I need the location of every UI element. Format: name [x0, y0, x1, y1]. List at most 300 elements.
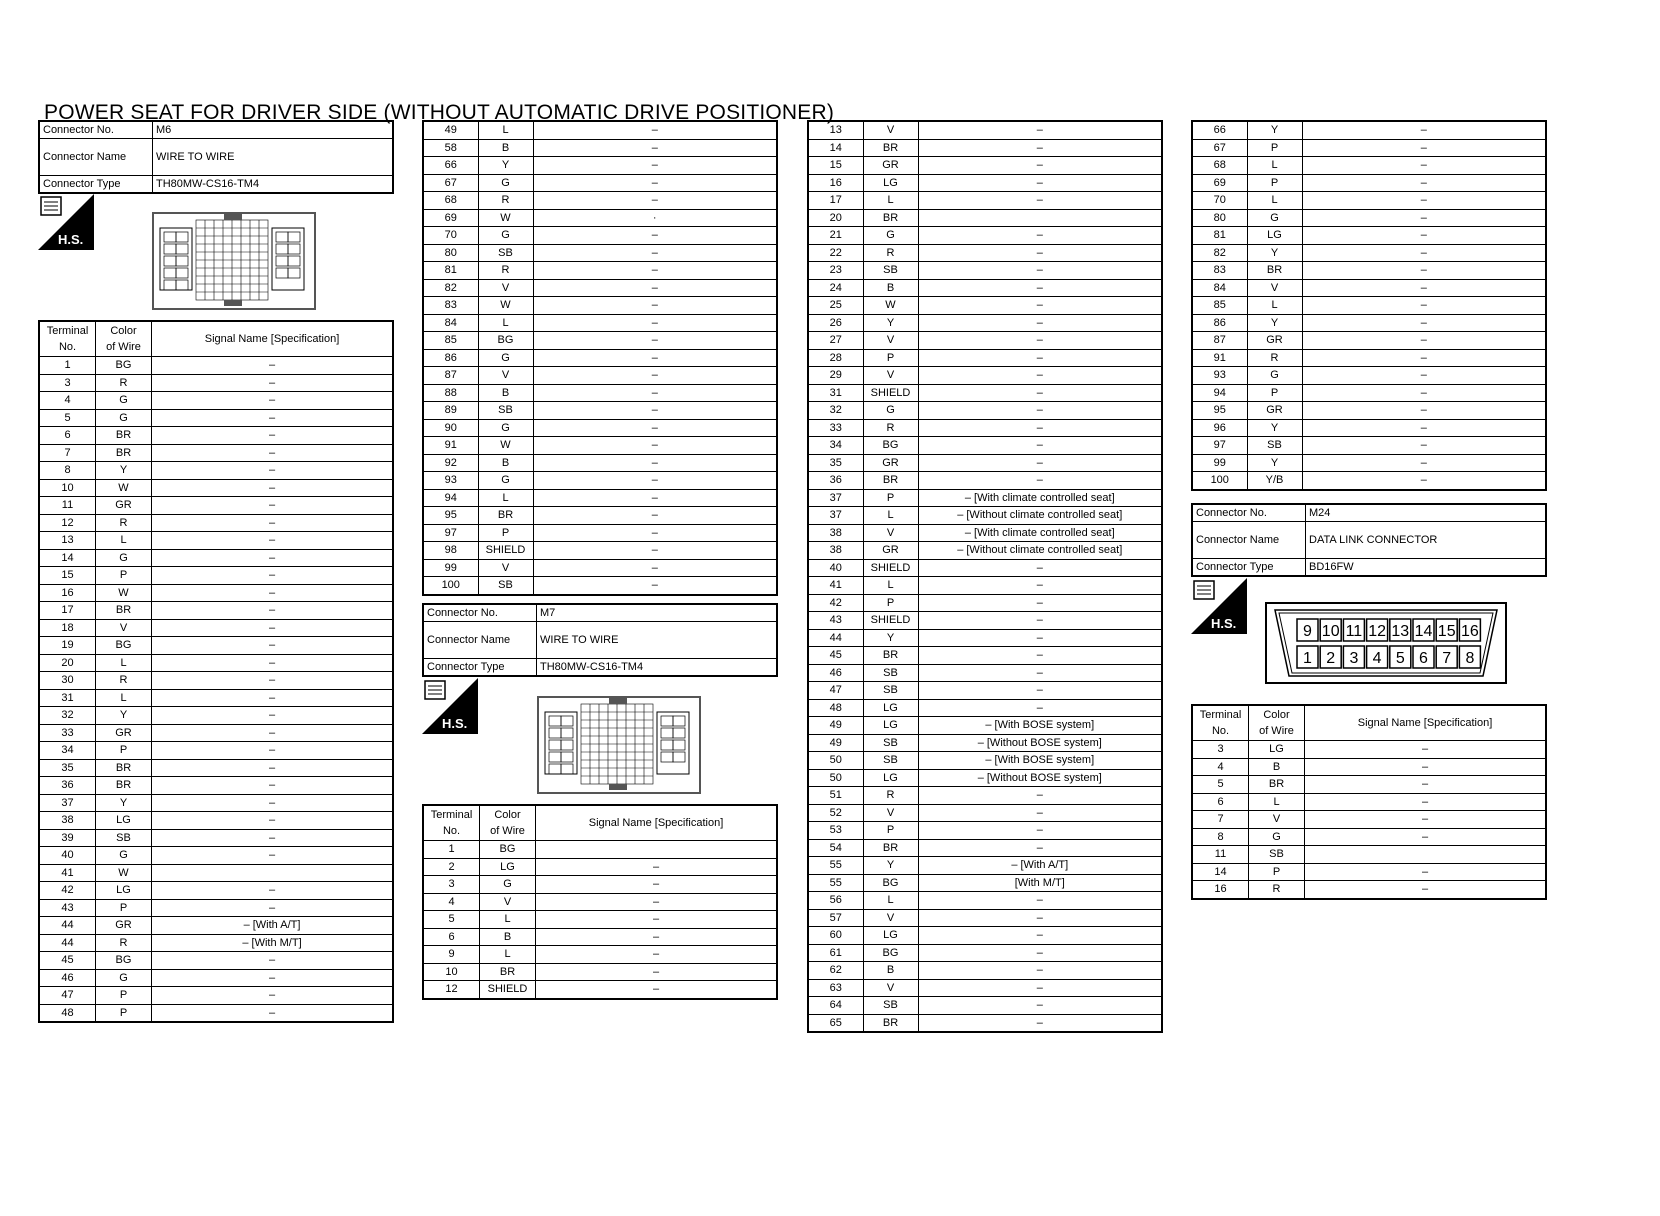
terminal-no-cell: 9 [423, 946, 480, 964]
color-header: Color of Wire [96, 321, 152, 357]
m24-connector-name: DATA LINK CONNECTOR [1306, 522, 1547, 559]
wire-color-cell: LG [863, 699, 918, 717]
terminal-no-cell: 12 [423, 981, 480, 999]
terminal-no-cell: 1 [39, 357, 96, 375]
signal-name-cell: – [Without BOSE system] [918, 734, 1162, 752]
table-row [423, 174, 777, 192]
table-row [808, 209, 1162, 227]
table-row [39, 514, 393, 532]
table-row [423, 332, 777, 350]
signal-name-cell: – [152, 689, 394, 707]
signal-name-cell [152, 864, 394, 882]
terminal-no-cell: 69 [1192, 174, 1247, 192]
m6-terminal-table-continued [422, 120, 778, 596]
page-title: POWER SEAT FOR DRIVER SIDE (WITHOUT AUTOMATIC DRIVE POSITIONER) [44, 101, 835, 124]
terminal-no-cell: 37 [39, 794, 96, 812]
terminal-no-cell: 99 [1192, 454, 1247, 472]
signal-name-cell: – [1302, 384, 1546, 402]
terminal-no-cell: 11 [39, 497, 96, 515]
dlc-pin-label: 9 [1303, 623, 1312, 640]
wire-color-cell: BG [96, 357, 152, 375]
signal-name-cell: – [536, 911, 778, 929]
dlc-pin [1297, 646, 1318, 668]
wire-color-cell: L [478, 489, 533, 507]
terminal-no-cell: 24 [808, 279, 863, 297]
signal-name-cell: – [1302, 297, 1546, 315]
table-row [1192, 349, 1546, 367]
signal-name-cell: – [1302, 227, 1546, 245]
wire-color-cell: G [96, 847, 152, 865]
wire-color-cell: LG [96, 882, 152, 900]
terminal-no-cell: 3 [1192, 741, 1249, 759]
wire-color-cell: V [863, 332, 918, 350]
table-row [1192, 881, 1546, 899]
signal-name-cell: – [918, 944, 1162, 962]
terminal-no-cell: 44 [39, 934, 96, 952]
table-row [39, 392, 393, 410]
terminal-no-cell: 93 [1192, 367, 1247, 385]
table-row [808, 944, 1162, 962]
m6-connector-no: M6 [153, 121, 394, 139]
signal-name-cell: – [918, 332, 1162, 350]
signal-name-cell: – [1302, 121, 1546, 139]
wire-color-cell: G [96, 409, 152, 427]
wire-color-cell: B [478, 139, 533, 157]
signal-name-cell: – [152, 759, 394, 777]
table-row [1192, 332, 1546, 350]
table-row [423, 946, 777, 964]
table-row [1192, 758, 1546, 776]
connector-name-label: Connector Name [39, 139, 153, 176]
terminal-no-cell: 55 [808, 857, 863, 875]
terminal-no-cell: 82 [423, 279, 478, 297]
terminal-no-cell: 64 [808, 997, 863, 1015]
wire-color-cell: G [478, 472, 533, 490]
wire-color-cell: BG [863, 944, 918, 962]
wire-color-cell: W [478, 297, 533, 315]
wire-color-cell: L [863, 892, 918, 910]
terminal-no-cell: 70 [1192, 192, 1247, 210]
terminal-no-cell: 5 [39, 409, 96, 427]
connector-type-label: Connector Type [39, 176, 153, 194]
signal-name-cell: – [1302, 314, 1546, 332]
wire-color-cell: V [478, 367, 533, 385]
terminal-no-cell: 92 [423, 454, 478, 472]
wire-color-cell: V [863, 804, 918, 822]
wire-color-cell: R [478, 262, 533, 280]
wire-color-cell: W [96, 864, 152, 882]
signal-name-cell: – [918, 262, 1162, 280]
signal-name-cell: – [152, 777, 394, 795]
table-row [1192, 314, 1546, 332]
signal-name-cell: – [533, 297, 777, 315]
signal-name-cell: – [Without climate controlled seat] [918, 542, 1162, 560]
signal-name-cell: – [With climate controlled seat] [918, 524, 1162, 542]
signal-name-cell: – [1305, 793, 1547, 811]
wire-color-cell: G [96, 549, 152, 567]
wire-color-cell: Y [1247, 314, 1302, 332]
terminal-no-cell: 54 [808, 839, 863, 857]
table-row [39, 444, 393, 462]
signal-name-cell: – [1302, 349, 1546, 367]
signal-name-cell: – [152, 374, 394, 392]
signal-name-cell: – [536, 963, 778, 981]
terminal-no-cell: 62 [808, 962, 863, 980]
signal-name-cell: – [918, 227, 1162, 245]
table-row [423, 227, 777, 245]
terminal-no-cell: 81 [1192, 227, 1247, 245]
wire-color-cell: L [863, 192, 918, 210]
terminal-no-cell: 25 [808, 297, 863, 315]
wire-color-cell: P [96, 1004, 152, 1022]
signal-name-cell: – [918, 367, 1162, 385]
table-row [808, 874, 1162, 892]
table-row [1192, 472, 1546, 490]
m24-connector-type: BD16FW [1306, 559, 1547, 577]
terminal-no-cell: 49 [808, 717, 863, 735]
table-row [808, 927, 1162, 945]
terminal-no-cell: 15 [808, 157, 863, 175]
table-row [39, 934, 393, 952]
connector-name-label: Connector Name [1192, 522, 1306, 559]
wire-color-cell: R [863, 787, 918, 805]
table-row [39, 374, 393, 392]
wire-color-cell: R [863, 419, 918, 437]
terminal-no-cell: 34 [808, 437, 863, 455]
wire-color-cell: SB [863, 752, 918, 770]
wire-color-cell: BR [863, 1014, 918, 1032]
terminal-no-cell: 65 [808, 1014, 863, 1032]
table-row [808, 227, 1162, 245]
wire-color-cell: P [96, 567, 152, 585]
table-row [808, 472, 1162, 490]
signal-name-cell: – [918, 909, 1162, 927]
dlc-pin-label: 10 [1321, 623, 1340, 640]
m6-connector-type: TH80MW-CS16-TM4 [153, 176, 394, 194]
signal-name-cell: – [152, 409, 394, 427]
wire-color-cell: BR [96, 602, 152, 620]
m7-connector-face [537, 696, 701, 794]
wire-color-cell: BG [96, 952, 152, 970]
terminal-no-cell: 29 [808, 367, 863, 385]
table-row [808, 577, 1162, 595]
terminal-no-cell: 31 [808, 384, 863, 402]
table-row [39, 987, 393, 1005]
wire-color-cell: P [478, 524, 533, 542]
table-row [1192, 811, 1546, 829]
terminal-no-cell: 98 [423, 542, 478, 560]
table-row [39, 882, 393, 900]
table-row [423, 963, 777, 981]
table-row [808, 139, 1162, 157]
signal-name-cell: – [918, 314, 1162, 332]
table-row [39, 759, 393, 777]
wire-color-cell: G [478, 419, 533, 437]
signal-name-cell: – [152, 1004, 394, 1022]
dlc-pin-diagram [1265, 602, 1507, 684]
wire-color-cell: SB [478, 244, 533, 262]
dlc-pin [1297, 619, 1318, 641]
wire-color-cell: Y [1247, 244, 1302, 262]
terminal-no-cell: 66 [1192, 121, 1247, 139]
terminal-no-cell: 49 [423, 121, 478, 139]
terminal-no-cell: 85 [423, 332, 478, 350]
terminal-no-cell: 96 [1192, 419, 1247, 437]
wire-color-cell: SHIELD [480, 981, 536, 999]
wire-color-cell: SB [478, 402, 533, 420]
table-row [423, 139, 777, 157]
signal-name-cell: – [1305, 758, 1547, 776]
m7-terminal-table [422, 804, 778, 1000]
table-row [423, 297, 777, 315]
wire-color-cell: Y [96, 462, 152, 480]
signal-name-cell: – [152, 724, 394, 742]
table-row [423, 419, 777, 437]
signal-name-cell: – [1302, 437, 1546, 455]
signal-name-cell: – [152, 619, 394, 637]
terminal-no-cell: 93 [423, 472, 478, 490]
table-row [808, 892, 1162, 910]
wire-color-cell: GR [1247, 402, 1302, 420]
wire-color-cell: P [1247, 174, 1302, 192]
table-row [39, 602, 393, 620]
wire-color-cell: BR [96, 759, 152, 777]
table-row [39, 707, 393, 725]
dlc-pin [1459, 619, 1480, 641]
terminal-header: Terminal No. [1192, 705, 1249, 741]
table-header [1192, 705, 1546, 741]
signal-name-cell: – [1302, 209, 1546, 227]
table-row [808, 402, 1162, 420]
signal-name-cell: – [533, 244, 777, 262]
signal-name-cell: – [918, 419, 1162, 437]
wire-color-cell: SB [863, 262, 918, 280]
terminal-no-cell: 86 [423, 349, 478, 367]
wire-color-cell: L [480, 911, 536, 929]
signal-name-cell: – [918, 402, 1162, 420]
wire-color-cell: SB [863, 664, 918, 682]
wire-color-cell: Y [1247, 121, 1302, 139]
wire-color-cell: L [96, 689, 152, 707]
terminal-no-cell: 23 [808, 262, 863, 280]
terminal-no-cell: 10 [423, 963, 480, 981]
signal-name-cell: – [918, 157, 1162, 175]
table-row [808, 997, 1162, 1015]
terminal-no-cell: 6 [1192, 793, 1249, 811]
wire-color-cell: G [96, 969, 152, 987]
wire-color-cell: L [863, 507, 918, 525]
terminal-no-cell: 47 [39, 987, 96, 1005]
wire-color-cell: SB [863, 997, 918, 1015]
wire-color-cell: LG [863, 174, 918, 192]
table-row [423, 858, 777, 876]
wire-color-cell: Y [96, 707, 152, 725]
terminal-no-cell: 91 [423, 437, 478, 455]
terminal-no-cell: 4 [1192, 758, 1249, 776]
signal-name-cell: – [918, 629, 1162, 647]
m24-connector-face [1265, 602, 1507, 684]
wire-color-cell: B [863, 279, 918, 297]
signal-name-cell: – [536, 858, 778, 876]
wire-color-cell: P [863, 489, 918, 507]
dlc-pin-label: 14 [1414, 623, 1433, 640]
wire-color-cell: G [478, 227, 533, 245]
table-row [39, 462, 393, 480]
table-row [39, 829, 393, 847]
table-row [1192, 793, 1546, 811]
terminal-no-cell: 87 [423, 367, 478, 385]
terminal-no-cell: 35 [39, 759, 96, 777]
table-row [1192, 419, 1546, 437]
wire-color-cell: BR [1249, 776, 1305, 794]
table-row [808, 682, 1162, 700]
wire-color-cell: R [96, 672, 152, 690]
wire-color-cell: G [96, 392, 152, 410]
signal-name-cell: – [533, 314, 777, 332]
dlc-pin [1413, 619, 1434, 641]
terminal-no-cell: 8 [39, 462, 96, 480]
signal-name-cell: – [918, 927, 1162, 945]
signal-name-cell: – [Without climate controlled seat] [918, 507, 1162, 525]
table-row [808, 262, 1162, 280]
terminal-no-cell: 19 [39, 637, 96, 655]
hs-label: H.S. [442, 716, 468, 731]
color-header: Color of Wire [1249, 705, 1305, 741]
dlc-pin-label: 6 [1419, 650, 1428, 667]
dlc-pin-label: 3 [1349, 650, 1359, 667]
terminal-no-cell: 43 [808, 612, 863, 630]
signal-name-cell: – [152, 462, 394, 480]
wire-color-cell: GR [96, 917, 152, 935]
table-row [808, 857, 1162, 875]
table-row [39, 357, 393, 375]
wire-color-cell: P [863, 349, 918, 367]
table-row [423, 524, 777, 542]
terminal-no-cell: 45 [808, 647, 863, 665]
wire-color-cell: W [478, 209, 533, 227]
table-row [423, 157, 777, 175]
terminal-no-cell: 39 [39, 829, 96, 847]
wire-color-cell: Y [1247, 419, 1302, 437]
table-row [423, 577, 777, 595]
signal-name-cell: – [152, 794, 394, 812]
wire-color-cell: GR [863, 157, 918, 175]
wire-color-cell: SB [1249, 846, 1305, 864]
table-row [808, 174, 1162, 192]
table-row [1192, 262, 1546, 280]
table-row [808, 822, 1162, 840]
table-row [39, 567, 393, 585]
wire-color-cell: V [863, 367, 918, 385]
table-row [808, 524, 1162, 542]
signal-name-cell: – [1302, 419, 1546, 437]
terminal-no-cell: 3 [423, 876, 480, 894]
signal-name-cell: – [536, 981, 778, 999]
signal-name-cell: – [533, 454, 777, 472]
signal-name-cell: – [1305, 811, 1547, 829]
terminal-no-cell: 38 [39, 812, 96, 830]
signal-name-cell: – [536, 946, 778, 964]
table-row [39, 532, 393, 550]
terminal-no-cell: 87 [1192, 332, 1247, 350]
table-row [39, 1004, 393, 1022]
table-row [423, 262, 777, 280]
terminal-no-cell: 86 [1192, 314, 1247, 332]
signal-name-cell: – [918, 139, 1162, 157]
terminal-no-cell: 95 [423, 507, 478, 525]
wire-color-cell: V [478, 559, 533, 577]
connector-no-label: Connector No. [39, 121, 153, 139]
table-row [808, 612, 1162, 630]
signal-name-cell: – [1305, 863, 1547, 881]
wire-color-cell: GR [96, 497, 152, 515]
table-row [423, 928, 777, 946]
wire-color-cell: G [1249, 828, 1305, 846]
table-row [39, 584, 393, 602]
terminal-no-cell: 49 [808, 734, 863, 752]
wire-color-cell: SB [96, 829, 152, 847]
terminal-no-cell: 61 [808, 944, 863, 962]
terminal-no-cell: 21 [808, 227, 863, 245]
table-row [1192, 828, 1546, 846]
signal-header: Signal Name [Specification] [536, 805, 778, 841]
wire-color-cell: G [478, 174, 533, 192]
signal-name-cell: – [533, 489, 777, 507]
terminal-no-cell: 38 [808, 542, 863, 560]
signal-name-cell: – [1302, 367, 1546, 385]
terminal-no-cell: 32 [39, 707, 96, 725]
table-row [1192, 402, 1546, 420]
table-row [423, 893, 777, 911]
table-row [808, 244, 1162, 262]
table-row [39, 497, 393, 515]
terminal-no-cell: 16 [808, 174, 863, 192]
signal-name-cell: – [918, 682, 1162, 700]
table-row [423, 911, 777, 929]
table-row [808, 1014, 1162, 1032]
signal-name-cell: – [533, 559, 777, 577]
wire-color-cell: SB [1247, 437, 1302, 455]
terminal-no-cell: 20 [808, 209, 863, 227]
wire-color-cell: V [96, 619, 152, 637]
wire-color-cell: LG [1249, 741, 1305, 759]
signal-name-cell: – [533, 227, 777, 245]
table-row [808, 507, 1162, 525]
signal-name-cell: – [918, 647, 1162, 665]
signal-name-cell: – [152, 357, 394, 375]
signal-name-cell: – [1302, 472, 1546, 490]
table-row [39, 409, 393, 427]
signal-name-cell: [With M/T] [918, 874, 1162, 892]
dlc-pin-label: 8 [1465, 650, 1475, 667]
table-row [808, 279, 1162, 297]
m24-terminal-table [1191, 704, 1547, 900]
terminal-no-cell: 85 [1192, 297, 1247, 315]
wire-color-cell: R [96, 934, 152, 952]
terminal-no-cell: 13 [39, 532, 96, 550]
table-row [423, 489, 777, 507]
table-row [808, 909, 1162, 927]
terminal-no-cell: 10 [39, 479, 96, 497]
wire-color-cell: B [1249, 758, 1305, 776]
signal-name-cell: – [918, 664, 1162, 682]
wire-color-cell: P [96, 899, 152, 917]
terminal-no-cell: 27 [808, 332, 863, 350]
signal-name-cell: – [918, 804, 1162, 822]
signal-name-cell: – [152, 672, 394, 690]
signal-name-cell: – [536, 876, 778, 894]
table-row [423, 472, 777, 490]
